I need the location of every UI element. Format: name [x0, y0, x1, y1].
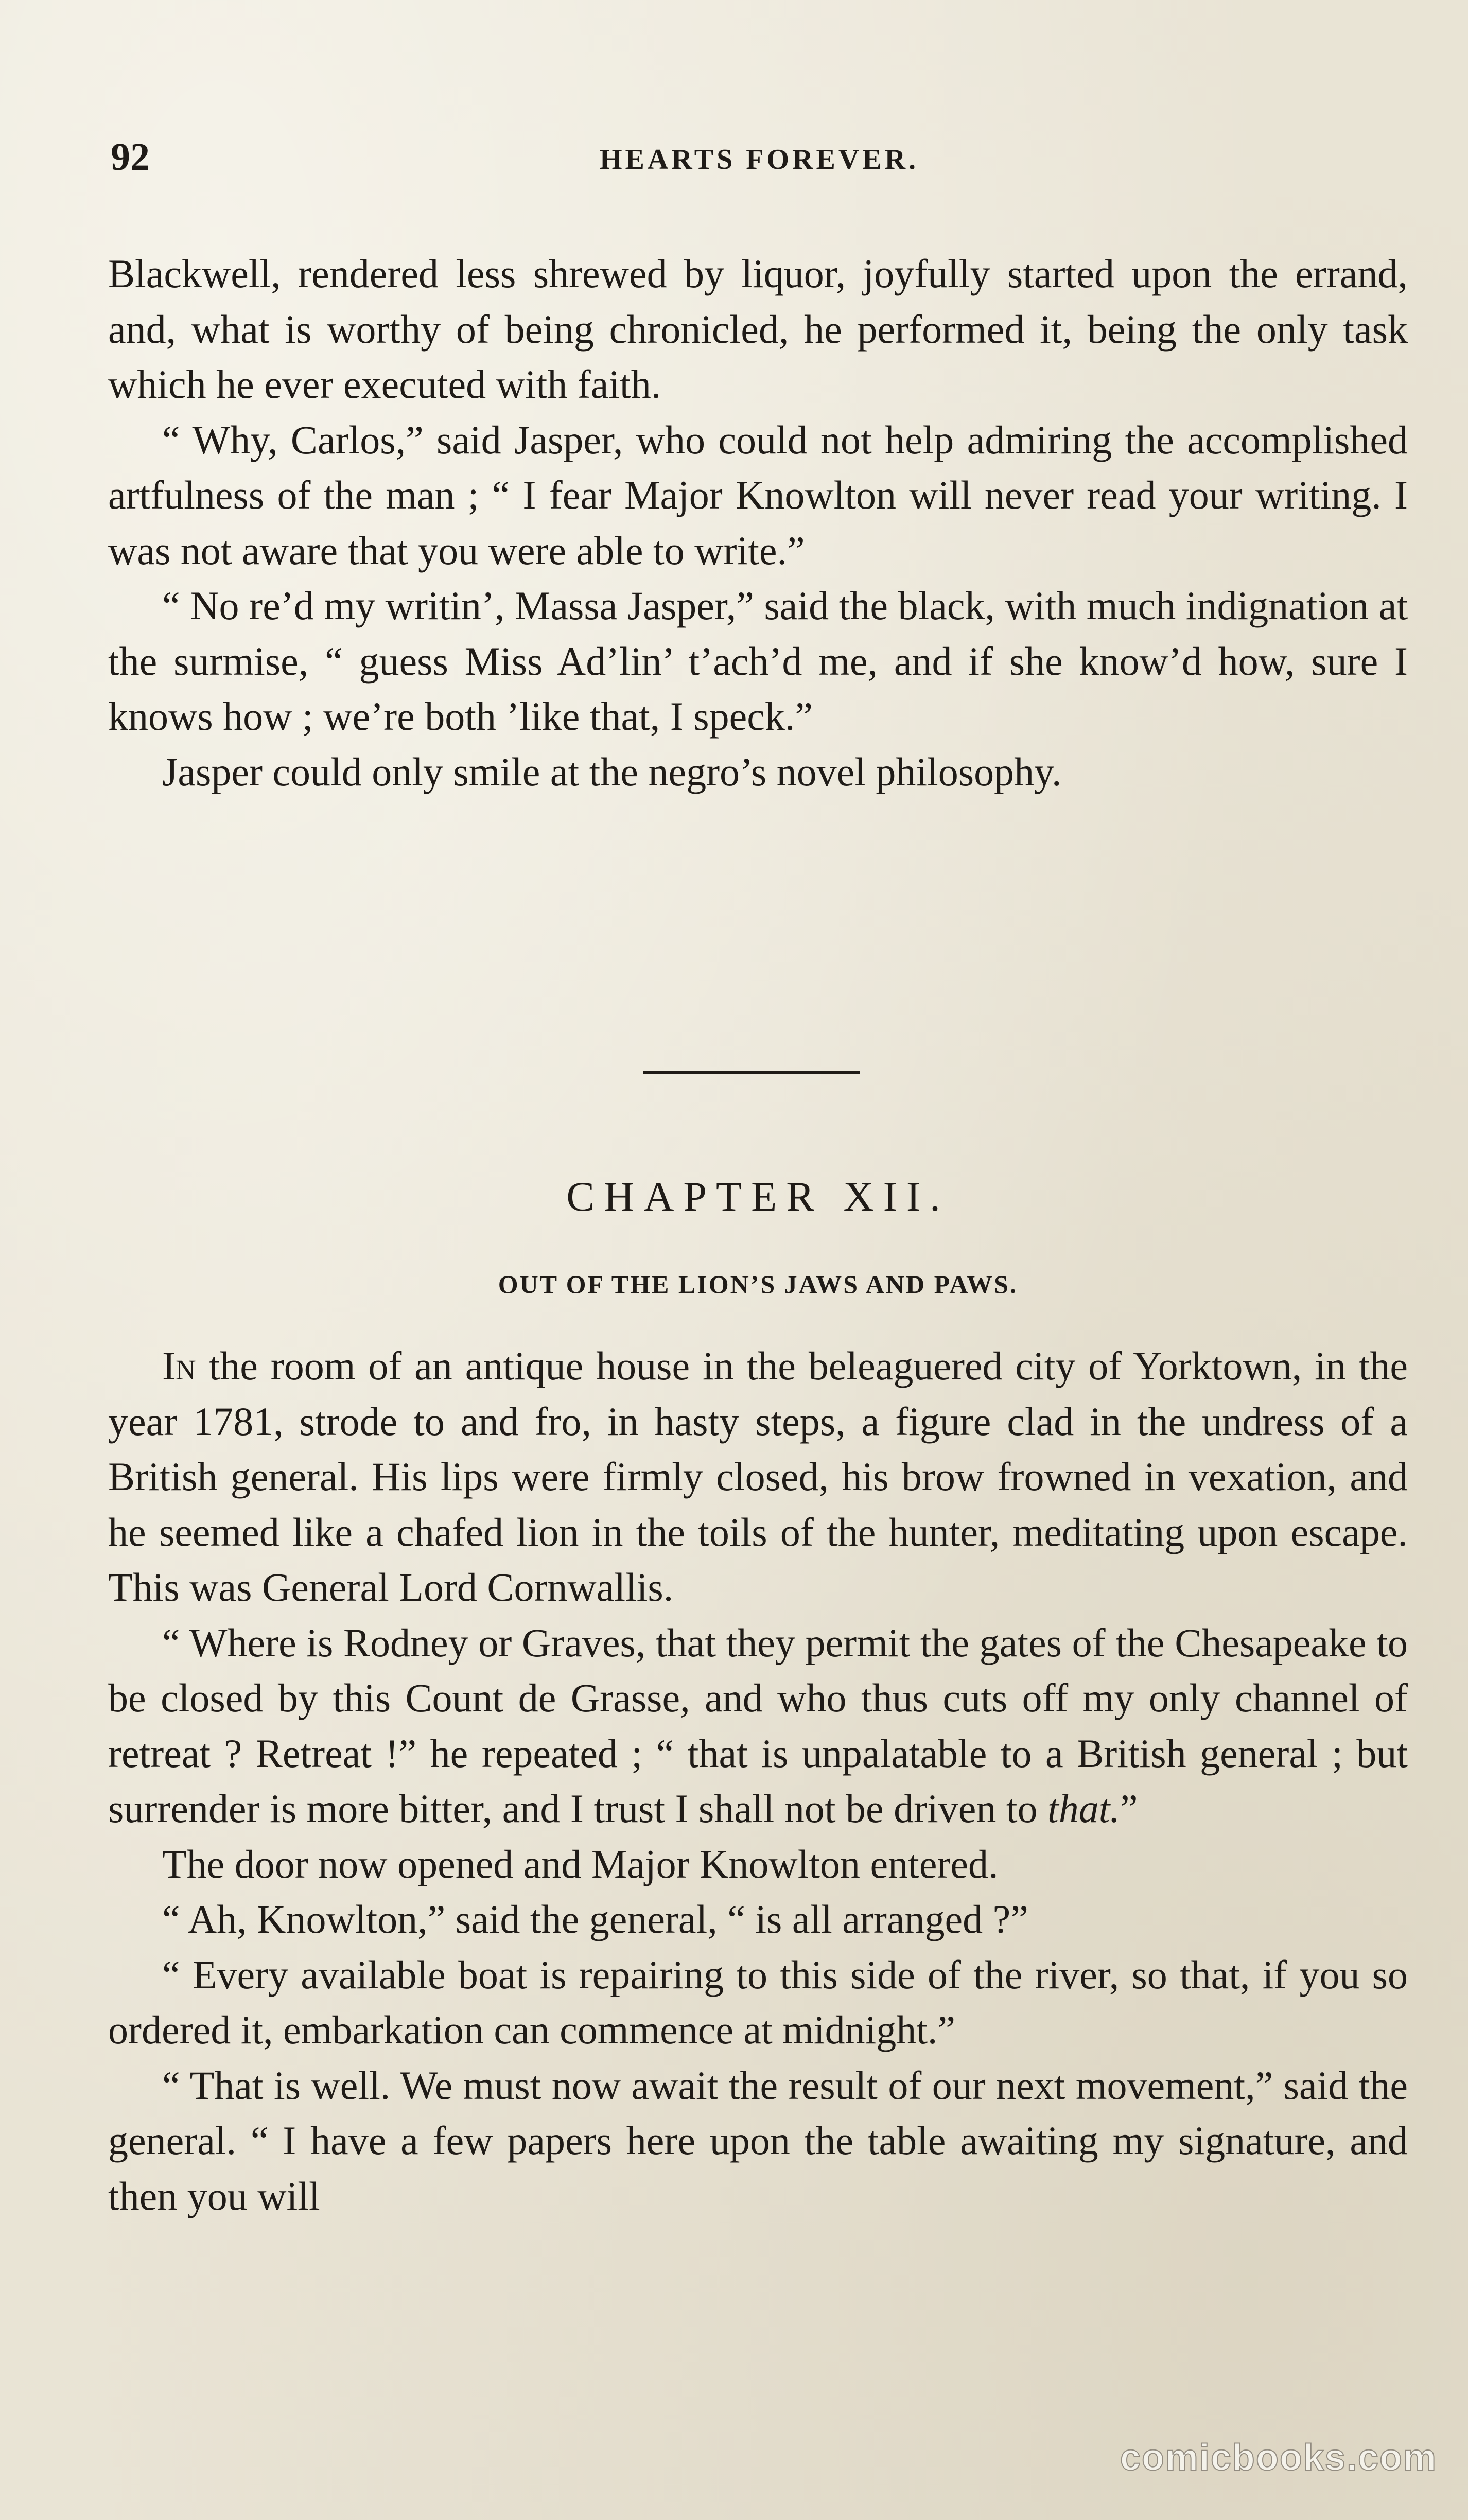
paragraph-text: the room of an antique house in the beleaguered city of Yorktown, in the year 1781, strode to and fro, in hasty steps, a figure clad in the undress of a British general. His lips were firmly closed, his brow frowned in vexation, and he seemed like a chafed lion in the toils of the hunter, meditating upon escape. This was General Lord Cornwallis. [108, 1343, 1408, 1609]
running-head [111, 131, 1408, 188]
paragraph [108, 1615, 1408, 1836]
chapter-subtitle: OUT OF THE LION’S JAWS AND PAWS. [498, 1270, 1018, 1299]
paragraph: Jasper could only smile at the negro’s novel philosophy. [162, 749, 1062, 794]
page-number: 92 [111, 135, 150, 179]
italic-word: that. [1047, 1786, 1120, 1831]
paragraph [108, 1338, 1408, 1615]
paragraph: “ No re’d my writin’, Massa Jasper,” said the black, with much indignation at the surmise, “ guess Miss Ad’lin’ t’ach’d me, and if she know’d how, sure I knows how ; we’re both ’like that, I speck.” [108, 583, 1408, 739]
paragraph-text: “ Where is Rodney or Graves, that they permit the gates of the Chesapeake to be closed by this Count de Grasse, and who thus cuts off my only channel of retreat ? Retreat !” he repeated ; “ that is unpalatable to a British general ; but surrender is more bitter, and I trust I shall not be driven to [108, 1620, 1408, 1831]
opening-word: In [162, 1343, 196, 1388]
section-divider-rule [643, 1071, 860, 1074]
text-block-bottom [108, 1338, 1408, 2224]
paragraph: The door now opened and Major Knowlton entered. [162, 1841, 999, 1886]
watermark: comicbooks.com [1120, 2437, 1437, 2478]
chapter-heading: CHAPTER XII. [566, 1173, 950, 1220]
paragraph: “ Ah, Knowlton,” said the general, “ is all arranged ?” [162, 1897, 1028, 1941]
running-title: HEARTS FOREVER. [599, 144, 919, 176]
paragraph: “ That is well. We must now await the result of our next movement,” said the general. “ I have a few papers here upon the table awaiting my signature, and then you will [108, 2062, 1408, 2218]
closing-quote: ” [1120, 1786, 1138, 1831]
text-block-top [108, 246, 1408, 799]
paragraph: “ Every available boat is repairing to this side of the river, so that, if you so ordered it, embarkation can commence at midnight.” [108, 1952, 1408, 2052]
paragraph: “ Why, Carlos,” said Jasper, who could not help admiring the accomplished artfulness of the man ; “ I fear Major Knowlton will never read your writing. I was not aware that you were able to write.” [108, 417, 1408, 573]
paragraph: Blackwell, rendered less shrewed by liquor, joyfully started upon the errand, and, what is worthy of being chronicled, he performed it, being the only task which he ever executed with faith. [108, 251, 1408, 407]
